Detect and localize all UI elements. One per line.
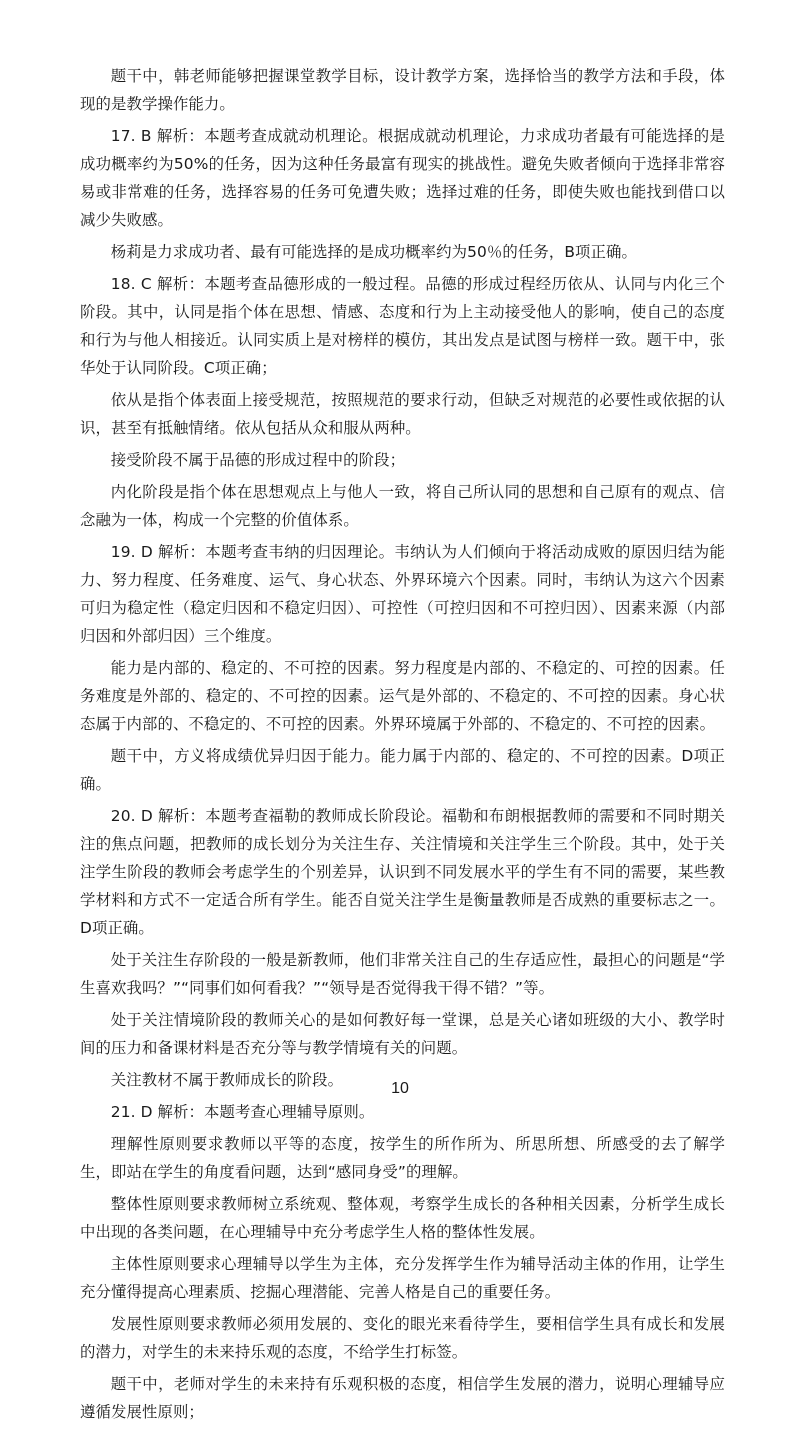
paragraph: 20. D 解析：本题考查福勒的教师成长阶段论。福勒和布朗根据教师的需要和不同时期关注的焦点问题，把教师的成长划分为关注生存、关注情境和关注学生三个阶段。其中，处于关注学生阶段的教师会考虑学生的个别差异，认识到不同发展水平的学生有不同的需要，某些教学材料和方式不一定适合所有学生。能否自觉关注学生是衡量教师是否成熟的重要标志之一。D项正确。 xyxy=(80,807,725,937)
paragraph: 17. B 解析：本题考查成就动机理论。根据成就动机理论，力求成功者最有可能选择的是成功概率约为50%的任务，因为这种任务最富有现实的挑战性。避免失败者倾向于选择非常容易或非常难的任务，选择容易的任务可免遭失败；选择过难的任务，即使失败也能找到借口以减少失败感。 xyxy=(80,127,725,229)
paragraph: 处于关注生存阶段的一般是新教师，他们非常关注自己的生存适应性，最担心的问题是“学生喜欢我吗？”“同事们如何看我？”“领导是否觉得我干得不错？”等。 xyxy=(80,951,725,997)
paragraph: 理解性原则要求教师以平等的态度，按学生的所作所为、所思所想、所感受的去了解学生，即站在学生的角度看问题，达到“感同身受”的理解。 xyxy=(80,1135,725,1181)
paragraph: 题干中，方义将成绩优异归因于能力。能力属于内部的、稳定的、不可控的因素。D项正确。 xyxy=(80,747,725,793)
paragraph: 发展性原则要求教师必须用发展的、变化的眼光来看待学生，要相信学生具有成长和发展的潜力，对学生的未来持乐观的态度，不给学生打标签。 xyxy=(80,1315,725,1361)
paragraph: 题干中，老师对学生的未来持有乐观积极的态度，相信学生发展的潜力，说明心理辅导应遵循发展性原则； xyxy=(80,1375,725,1421)
paragraph: 处于关注情境阶段的教师关心的是如何教好每一堂课，总是关心诸如班级的大小、教学时间的压力和备课材料是否充分等与教学情境有关的问题。 xyxy=(80,1011,725,1057)
paragraph: 内化阶段是指个体在思想观点上与他人一致，将自己所认同的思想和自己原有的观点、信念融为一体，构成一个完整的价值体系。 xyxy=(80,483,725,529)
page-number: 10 xyxy=(391,1080,409,1097)
paragraph: 21. D 解析：本题考查心理辅导原则。 xyxy=(110,1103,375,1121)
paragraph: 依从是指个体表面上接受规范，按照规范的要求行动，但缺乏对规范的必要性或依据的认识，甚至有抵触情绪。依从包括从众和服从两种。 xyxy=(80,391,725,437)
paragraph: 关注教材不属于教师成长的阶段。 xyxy=(110,1071,344,1089)
paragraph: 题干中，韩老师能够把握课堂教学目标，设计教学方案，选择恰当的教学方法和手段，体现的是教学操作能力。 xyxy=(80,67,725,113)
paragraph: 能力是内部的、稳定的、不可控的因素。努力程度是内部的、不稳定的、可控的因素。任务难度是外部的、稳定的、不可控的因素。运气是外部的、不稳定的、不可控的因素。身心状态属于内部的、不稳定的、不可控的因素。外界环境属于外部的、不稳定的、不可控的因素。 xyxy=(80,659,725,733)
paragraph: 杨莉是力求成功者、最有可能选择的是成功概率约为50％的任务，B项正确。 xyxy=(110,243,637,261)
paragraph: 19. D 解析：本题考查韦纳的归因理论。韦纳认为人们倾向于将活动成败的原因归结为能力、努力程度、任务难度、运气、身心状态、外界环境六个因素。同时，韦纳认为这六个因素可归为稳定性（稳定归因和不稳定归因）、可控性（可控归因和不可控归因）、因素来源（内部归因和外部归因）三个维度。 xyxy=(80,543,725,645)
paragraph: 18. C 解析：本题考查品德形成的一般过程。品德的形成过程经历依从、认同与内化三个阶段。其中，认同是指个体在思想、情感、态度和行为上主动接受他人的影响，使自己的态度和行为与他人相接近。认同实质上是对榜样的模仿，其出发点是试图与榜样一致。题干中，张华处于认同阶段。C项正确； xyxy=(80,275,725,377)
paragraph: 接受阶段不属于品德的形成过程中的阶段； xyxy=(110,451,406,469)
document-body xyxy=(80,62,725,1430)
paragraph: 整体性原则要求教师树立系统观、整体观，考察学生成长的各种相关因素，分析学生成长中出现的各类问题，在心理辅导中充分考虑学生人格的整体性发展。 xyxy=(80,1195,725,1241)
paragraph: 主体性原则要求心理辅导以学生为主体，充分发挥学生作为辅导活动主体的作用，让学生充分懂得提高心理素质、挖掘心理潜能、完善人格是自己的重要任务。 xyxy=(80,1255,725,1301)
